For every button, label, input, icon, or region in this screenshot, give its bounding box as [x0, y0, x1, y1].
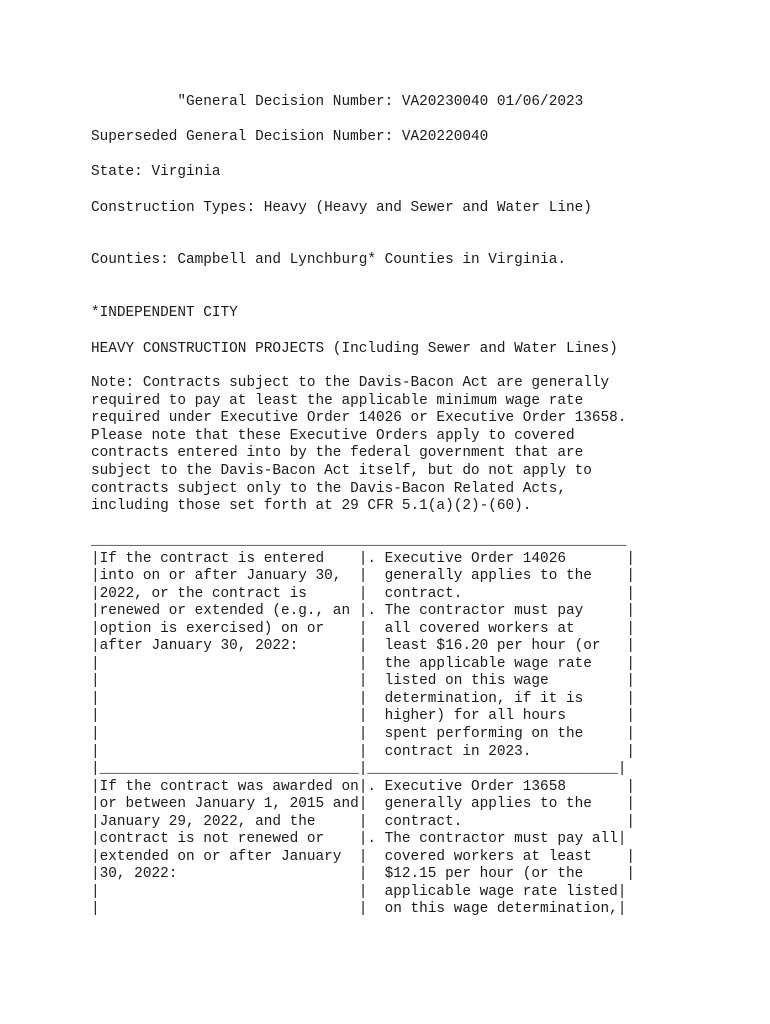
general-decision-number: "General Decision Number: VA20230040 01/06/2023 [91, 94, 584, 110]
table-line: ______________________________________________________________ [91, 533, 627, 549]
superseded-decision-number: Superseded General Decision Number: VA20220040 [91, 129, 489, 145]
note-line: contracts entered into by the federal government that are [91, 445, 584, 462]
table-line: |renewed or extended (e.g., an |. The contractor must pay | [91, 603, 636, 620]
table-line: | | on this wage determination,| [91, 901, 627, 918]
counties-line: Counties: Campbell and Lynchburg* Counties in Virginia. [91, 252, 566, 268]
table-line: |2022, or the contract is | contract. | [91, 585, 636, 602]
note-line: required to pay at least the applicable minimum wage rate [91, 392, 584, 409]
table-line: |or between January 1, 2015 and| generally applies to the | [91, 796, 636, 813]
table-line: |extended on or after January | covered workers at least | [91, 848, 636, 865]
table-line: |If the contract is entered |. Executive Order 14026 | [91, 550, 636, 567]
table-line: | | determination, if it is | [91, 690, 636, 707]
table-line: | | the applicable wage rate | [91, 655, 636, 672]
construction-types-line: Construction Types: Heavy (Heavy and Sewer and Water Line) [91, 200, 592, 216]
independent-city-note: *INDEPENDENT CITY [91, 305, 238, 321]
table-line: |If the contract was awarded on|. Executive Order 13658 | [91, 778, 636, 795]
executive-order-note [91, 375, 626, 516]
table-line: | | spent performing on the | [91, 726, 636, 743]
note-line: subject to the Davis-Bacon Act itself, but do not apply to [91, 462, 592, 479]
table-line: |contract is not renewed or |. The contractor must pay all| [91, 831, 627, 848]
note-line: required under Executive Order 14026 or Executive Order 13658. [91, 410, 627, 427]
table-line: | | applicable wage rate listed| [91, 883, 627, 900]
table-line: |______________________________|_____________________________| [91, 761, 627, 778]
table-line: |option is exercised) on or | all covered workers at | [91, 620, 636, 637]
table-line: | | contract in 2023. | [91, 743, 636, 760]
heavy-construction-heading: HEAVY CONSTRUCTION PROJECTS (Including Sewer and Water Lines) [91, 341, 618, 357]
table-line: |after January 30, 2022: | least $16.20 per hour (or | [91, 638, 636, 655]
note-line: Note: Contracts subject to the Davis-Bacon Act are generally [91, 375, 610, 391]
note-line: Please note that these Executive Orders apply to covered [91, 427, 575, 444]
table-line: | | higher) for all hours | [91, 708, 636, 725]
table-line: |January 29, 2022, and the | contract. | [91, 813, 636, 830]
table-line: |30, 2022: | $12.15 per hour (or the | [91, 866, 636, 883]
state-line: State: Virginia [91, 164, 221, 180]
executive-order-table [91, 533, 635, 919]
table-line: |into on or after January 30, | generally applies to the | [91, 568, 636, 585]
note-line: including those set forth at 29 CFR 5.1(a)(2)-(60). [91, 498, 532, 515]
note-line: contracts subject only to the Davis-Bacon Related Acts, [91, 480, 566, 497]
table-line: | | listed on this wage | [91, 673, 636, 690]
